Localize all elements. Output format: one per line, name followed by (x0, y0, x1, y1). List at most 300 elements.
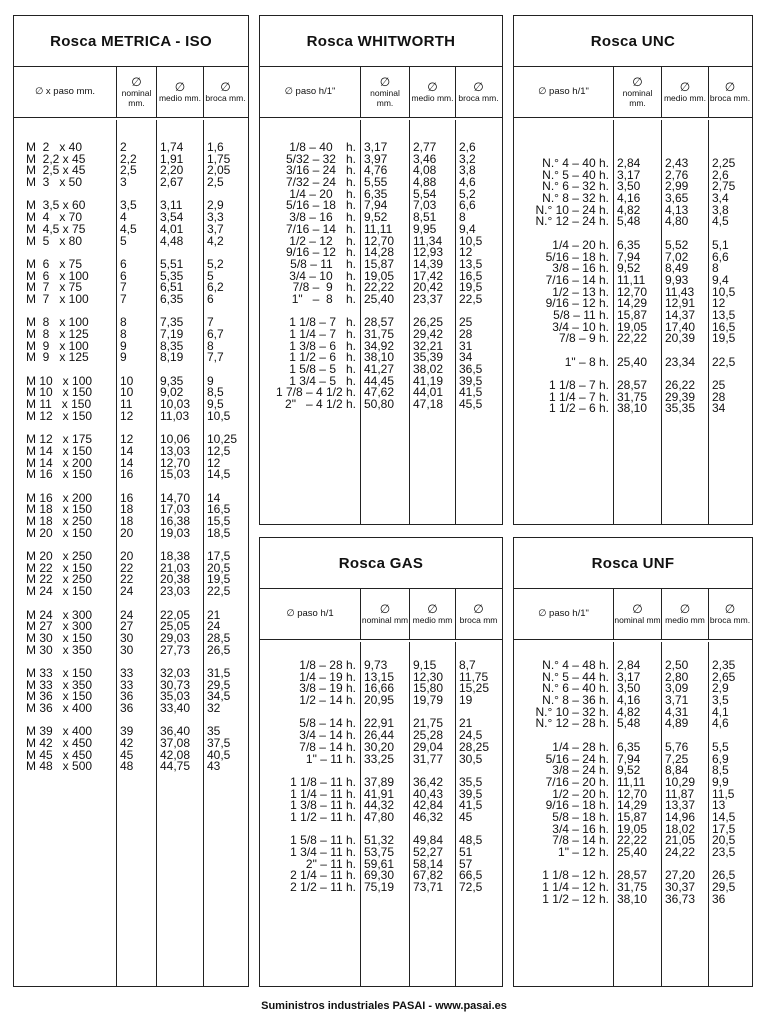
size-cell: 1 5/8 – 11 h. (290, 833, 356, 848)
medio-cell: 23,03 (160, 584, 191, 599)
nominal-cell: 12 (120, 432, 134, 447)
nominal-cell: 9 (120, 338, 127, 353)
broca-cell: 10,5 (712, 284, 736, 299)
broca-cell: 66,5 (459, 868, 483, 883)
broca-cell: 34,5 (207, 689, 231, 704)
nominal-cell: 11,11 (364, 221, 393, 236)
nominal-cell: 12,70 (617, 786, 648, 801)
table-header (14, 67, 248, 118)
medio-cell: 2,77 (413, 140, 437, 154)
size-cell: M 12 x 175 (26, 432, 93, 447)
nominal-cell: 16,66 (364, 681, 395, 696)
size-cell: M 2 x 40 (26, 140, 83, 154)
size-cell: M 8 x 100 (26, 315, 89, 330)
nominal-cell: 15,87 (364, 256, 395, 271)
size-cell: M 7 x 75 (26, 280, 83, 295)
broca-cell: 48,5 (459, 833, 483, 848)
table-body (14, 120, 248, 986)
nominal-cell: 9,52 (364, 210, 388, 225)
nominal-cell: 33 (120, 677, 134, 692)
nominal-cell: 75,19 (364, 880, 395, 895)
medio-cell: 9,35 (160, 373, 184, 388)
nominal-cell: 24 (120, 584, 134, 599)
medio-cell: 20,38 (160, 572, 191, 587)
broca-cell: 12,5 (207, 443, 231, 458)
broca-cell: 2,25 (712, 156, 736, 170)
nominal-cell: 16 (120, 467, 134, 482)
column-medio (661, 120, 708, 524)
broca-cell: 9 (207, 373, 214, 388)
table-header (260, 67, 502, 118)
nominal-cell: 34,92 (364, 338, 395, 353)
column-size (514, 120, 613, 524)
size-cell: 1 1/2 – 6 h. (289, 350, 356, 365)
medio-cell: 8,84 (665, 763, 689, 778)
size-cell: 3/16 – 24 h. (285, 163, 356, 178)
broca-cell: 19,5 (712, 331, 736, 346)
nominal-cell: 4,5 (120, 221, 137, 236)
nominal-cell: 16 (120, 490, 134, 505)
medio-cell: 5,54 (413, 186, 437, 201)
size-cell: M 24 x 150 (26, 584, 93, 599)
size-cell: N.° 10 – 24 h. (535, 202, 609, 217)
broca-cell: 34 (459, 350, 473, 365)
nominal-cell: 39 (120, 724, 134, 739)
nominal-cell: 28,57 (364, 315, 395, 330)
size-cell: N.° 12 – 28 h. (535, 716, 609, 731)
size-cell: 1 3/4 – 11 h. (290, 845, 356, 859)
column-nominal (360, 642, 409, 986)
medio-cell: 5,51 (160, 256, 184, 271)
medio-cell: 26,25 (413, 315, 444, 330)
size-cell: M 22 x 150 (26, 560, 93, 575)
nominal-cell: 14 (120, 443, 134, 458)
medio-cell: 21,05 (665, 833, 696, 848)
broca-cell: 2,9 (712, 681, 729, 696)
medio-cell: 36,40 (160, 724, 191, 739)
nominal-cell: 69,30 (364, 868, 395, 883)
nominal-cell: 6,35 (364, 186, 388, 201)
nominal-cell: 2 (120, 140, 127, 154)
broca-cell: 6 (207, 291, 214, 306)
medio-cell: 29,03 (160, 630, 191, 645)
broca-cell: 43 (207, 759, 221, 774)
size-cell: 1" – 8 h. (291, 291, 356, 306)
size-cell: M 11 x 150 (26, 397, 92, 412)
broca-cell: 4,6 (712, 716, 729, 731)
size-cell: 1 1/8 – 7 h. (548, 378, 609, 393)
size-cell: M 18 x 150 (26, 502, 93, 517)
column-size (260, 642, 360, 986)
column-broca (203, 120, 247, 986)
size-cell: M 20 x 150 (26, 525, 93, 540)
medio-cell: 19,03 (160, 525, 191, 540)
size-cell: 3/4 – 14 h. (299, 728, 356, 743)
broca-cell: 26,5 (712, 868, 736, 883)
broca-cell: 7 (207, 315, 214, 330)
medio-cell: 47,18 (413, 397, 444, 412)
broca-cell: 45 (459, 809, 473, 824)
nominal-cell: 19,05 (364, 268, 395, 283)
broca-cell: 40,5 (207, 747, 231, 762)
nominal-cell: 6 (120, 268, 127, 283)
size-cell: M 16 x 150 (26, 467, 93, 482)
broca-cell: 35,5 (459, 774, 483, 789)
size-cell: M 2,5 x 45 (26, 163, 86, 178)
nominal-cell: 22,22 (617, 833, 648, 848)
nominal-cell: 3,97 (364, 151, 388, 166)
nominal-cell: 6,35 (617, 237, 641, 252)
medio-cell: 1,74 (160, 140, 184, 154)
size-cell: M 10 x 100 (26, 373, 93, 388)
column-medio (409, 642, 455, 986)
size-cell: 1/2 – 12 h. (289, 233, 356, 248)
broca-cell: 35 (207, 724, 221, 739)
nominal-cell: 4,16 (617, 693, 641, 708)
size-cell: M 14 x 200 (26, 455, 93, 470)
size-cell: 7/32 – 24 h. (285, 175, 356, 190)
medio-cell: 3,65 (665, 191, 689, 206)
broca-cell: 13,5 (712, 307, 736, 322)
medio-cell: 30,73 (160, 677, 191, 692)
size-cell: M 24 x 300 (26, 607, 93, 622)
column-size (514, 642, 613, 986)
size-cell: M 36 x 400 (26, 701, 93, 715)
table-title: Rosca GAS (260, 538, 502, 589)
medio-cell: 4,89 (665, 716, 689, 731)
column-size (14, 120, 116, 986)
size-cell: 1 1/4 – 12 h. (542, 880, 609, 895)
nominal-cell: 38,10 (617, 891, 648, 906)
broca-cell: 6,6 (712, 249, 729, 264)
broca-cell: 11,5 (712, 786, 735, 801)
nominal-cell: 47,80 (364, 809, 395, 824)
header-nominal: ∅ nominal mm. (360, 67, 409, 117)
medio-cell: 49,84 (413, 833, 444, 848)
broca-cell: 8,5 (207, 385, 224, 400)
nominal-cell: 10 (120, 385, 134, 400)
broca-cell: 8 (712, 261, 719, 276)
broca-cell: 17,5 (207, 549, 231, 564)
size-cell: 1/2 – 20 h. (552, 786, 609, 801)
size-cell: 1/8 – 40 h. (289, 140, 356, 154)
broca-cell: 11,75 (459, 669, 489, 684)
medio-cell: 13,03 (160, 443, 191, 458)
column-medio (409, 120, 455, 524)
header-broca: ∅ broca mm. (708, 589, 751, 639)
medio-cell: 4,48 (160, 233, 184, 248)
broca-cell: 14,5 (207, 467, 231, 482)
nominal-cell: 14,28 (364, 245, 395, 260)
broca-cell: 4,2 (207, 233, 224, 248)
medio-cell: 21,75 (413, 716, 444, 731)
column-nominal (613, 642, 661, 986)
size-cell: 1/4 – 19 h. (299, 669, 356, 684)
size-cell: M 8 x 125 (26, 327, 89, 341)
broca-cell: 2,9 (207, 198, 224, 213)
broca-cell: 3,8 (459, 163, 476, 178)
column-broca (455, 120, 501, 524)
medio-cell: 3,54 (160, 210, 184, 225)
broca-cell: 6,9 (712, 751, 729, 766)
medio-cell: 7,19 (160, 327, 184, 341)
broca-cell: 1,75 (207, 151, 231, 166)
size-cell: 2 1/4 – 11 h. (290, 868, 356, 883)
nominal-cell: 3,17 (364, 140, 388, 154)
nominal-cell: 9,52 (617, 261, 641, 276)
nominal-cell: 5 (120, 233, 127, 248)
broca-cell: 2,6 (712, 167, 729, 182)
broca-cell: 5,1 (712, 237, 729, 252)
medio-cell: 52,27 (413, 845, 444, 859)
size-cell: M 10 x 150 (26, 385, 93, 400)
broca-cell: 19,5 (459, 280, 483, 295)
nominal-cell: 5,55 (364, 175, 388, 190)
broca-cell: 10,25 (207, 432, 238, 447)
size-cell: 3/8 – 19 h. (299, 681, 356, 696)
size-cell: 1/4 – 20 h. (552, 237, 609, 252)
medio-cell: 12,30 (413, 669, 444, 684)
broca-cell: 16,5 (459, 268, 483, 283)
broca-cell: 15,25 (459, 681, 490, 696)
header-nominal: ∅ nominal mm (360, 589, 409, 639)
size-cell: 1" – 8 h. (564, 354, 609, 369)
nominal-cell: 28,57 (617, 378, 648, 393)
header-diameter-pitch: ∅ paso h/1" (538, 86, 589, 97)
header-broca: ∅ broca mm. (455, 67, 501, 117)
size-cell: M 6 x 100 (26, 268, 89, 283)
nominal-cell: 27 (120, 619, 134, 634)
size-cell: 5/8 – 11 h. (290, 256, 356, 271)
size-cell: 3/4 – 16 h. (552, 821, 609, 836)
broca-cell: 17,5 (712, 821, 736, 836)
size-cell: M 36 x 150 (26, 689, 93, 704)
table-metrica-iso (13, 15, 249, 987)
nominal-cell: 30 (120, 630, 134, 645)
nominal-cell: 6,35 (617, 739, 641, 754)
size-cell: 3/8 – 16 h. (289, 210, 356, 225)
nominal-cell: 15,87 (617, 809, 648, 824)
broca-cell: 8,7 (459, 658, 476, 672)
size-cell: M 48 x 500 (26, 759, 93, 774)
broca-cell: 28,25 (459, 739, 490, 754)
broca-cell: 41,5 (459, 385, 483, 400)
nominal-cell: 13,15 (364, 669, 395, 684)
medio-cell: 5,35 (160, 268, 184, 283)
broca-cell: 39,5 (459, 373, 483, 388)
nominal-cell: 4,82 (617, 202, 641, 217)
nominal-cell: 19,05 (617, 319, 648, 334)
medio-cell: 14,37 (665, 307, 696, 322)
broca-cell: 2,65 (712, 669, 736, 684)
broca-cell: 24 (207, 619, 221, 634)
broca-cell: 34 (712, 401, 726, 416)
broca-cell: 37,5 (207, 736, 231, 751)
size-cell: 1" – 12 h. (558, 845, 609, 859)
medio-cell: 23,37 (413, 291, 444, 306)
header-medio: ∅ medio mm. (409, 67, 455, 117)
nominal-cell: 18 (120, 514, 134, 528)
medio-cell: 7,03 (413, 198, 437, 213)
column-medio (156, 120, 203, 986)
nominal-cell: 28,57 (617, 868, 648, 883)
medio-cell: 14,70 (160, 490, 191, 505)
broca-cell: 28 (459, 327, 473, 341)
table-title: Rosca UNC (514, 16, 752, 67)
nominal-cell: 31,75 (617, 880, 648, 895)
broca-cell: 13 (712, 798, 726, 813)
medio-cell: 26,22 (665, 378, 696, 393)
nominal-cell: 4 (120, 210, 127, 225)
size-cell: 7/8 – 9 h. (558, 331, 609, 346)
broca-cell: 26,5 (207, 642, 231, 657)
medio-cell: 3,11 (160, 198, 183, 213)
broca-cell: 57 (459, 856, 473, 871)
size-cell: N.° 5 – 44 h. (542, 669, 609, 684)
size-cell: N.° 6 – 40 h. (542, 681, 609, 696)
nominal-cell: 50,80 (364, 397, 395, 412)
broca-cell: 10,5 (207, 408, 231, 423)
size-cell: 1 7/8 – 4 1/2 h. (275, 385, 356, 400)
header-medio: ∅ medio mm. (156, 67, 203, 117)
medio-cell: 40,43 (413, 786, 444, 801)
size-cell: N.° 10 – 32 h. (535, 704, 609, 719)
broca-cell: 72,5 (459, 880, 483, 895)
nominal-cell: 9 (120, 350, 127, 365)
broca-cell: 3,7 (207, 221, 224, 236)
nominal-cell: 22 (120, 572, 134, 587)
table-header (514, 589, 752, 640)
medio-cell: 2,50 (665, 658, 689, 672)
medio-cell: 2,67 (160, 175, 184, 190)
broca-cell: 7,7 (207, 350, 224, 365)
header-diameter-pitch: ∅ paso h/1 (286, 608, 334, 619)
nominal-cell: 7,94 (617, 751, 641, 766)
nominal-cell: 53,75 (364, 845, 395, 859)
size-cell: M 22 x 250 (26, 572, 93, 587)
size-cell: 3/8 – 16 h. (552, 261, 609, 276)
medio-cell: 44,01 (413, 385, 444, 400)
medio-cell: 4,88 (413, 175, 437, 190)
table-body (260, 642, 502, 986)
nominal-cell: 20,95 (364, 693, 395, 708)
header-broca: ∅ broca mm. (203, 67, 247, 117)
broca-cell: 22,5 (459, 291, 483, 306)
size-cell: 7/16 – 14 h. (285, 221, 356, 236)
column-nominal (116, 120, 156, 986)
broca-cell: 5,2 (207, 256, 224, 271)
broca-cell: 1,6 (207, 140, 224, 154)
nominal-cell: 44,32 (364, 798, 395, 813)
nominal-cell: 42 (120, 736, 134, 751)
medio-cell: 36,73 (665, 891, 696, 906)
nominal-cell: 8 (120, 327, 127, 341)
broca-cell: 2,75 (712, 179, 736, 194)
nominal-cell: 3,17 (617, 167, 641, 182)
broca-cell: 22,5 (207, 584, 231, 599)
nominal-cell: 31,75 (617, 389, 648, 404)
medio-cell: 20,39 (665, 331, 696, 346)
nominal-cell: 36 (120, 701, 134, 715)
size-cell: M 14 x 150 (26, 443, 93, 458)
medio-cell: 30,37 (665, 880, 696, 895)
broca-cell: 32 (207, 701, 221, 715)
nominal-cell: 14,29 (617, 798, 648, 813)
table-unf (513, 537, 753, 987)
size-cell: N.° 8 – 32 h. (542, 191, 609, 206)
size-cell: M 9 x 100 (26, 338, 89, 353)
nominal-cell: 25,40 (617, 845, 648, 859)
medio-cell: 7,35 (160, 315, 184, 330)
size-cell: M 33 x 350 (26, 677, 93, 692)
table-header (260, 589, 502, 640)
nominal-cell: 3,50 (617, 179, 641, 194)
nominal-cell: 19,05 (617, 821, 648, 836)
medio-cell: 3,71 (665, 693, 689, 708)
table-body (514, 120, 752, 524)
broca-cell: 23,5 (712, 845, 736, 859)
header-medio: ∅ medio mm (661, 589, 708, 639)
size-cell: M 2,2 x 45 (26, 151, 86, 166)
broca-cell: 10,5 (459, 233, 483, 248)
size-cell: 1 1/2 – 11 h. (290, 809, 356, 824)
medio-cell: 10,29 (665, 774, 696, 789)
size-cell: 1/4 – 20 h. (289, 186, 356, 201)
nominal-cell: 47,62 (364, 385, 395, 400)
nominal-cell: 11 (120, 397, 133, 412)
column-nominal (360, 120, 409, 524)
broca-cell: 4,1 (712, 704, 729, 719)
broca-cell: 5,2 (459, 186, 476, 201)
nominal-cell: 3 (120, 175, 127, 190)
medio-cell: 4,08 (413, 163, 437, 178)
broca-cell: 4,6 (459, 175, 476, 190)
size-cell: 5/16 – 18 h. (545, 249, 609, 264)
medio-cell: 73,71 (413, 880, 444, 895)
medio-cell: 2,43 (665, 156, 689, 170)
size-cell: 1/4 – 28 h. (552, 739, 609, 754)
size-cell: M 7 x 100 (26, 291, 89, 306)
medio-cell: 11,34 (413, 233, 443, 248)
broca-cell: 20,5 (712, 833, 736, 848)
size-cell: 2" – 4 1/2 h. (285, 397, 356, 412)
size-cell: 1/2 – 13 h. (552, 284, 609, 299)
broca-cell: 15,5 (207, 514, 231, 528)
medio-cell: 12,91 (665, 296, 696, 311)
header-nominal: ∅ nominal mm (613, 589, 661, 639)
table-header (514, 67, 752, 118)
broca-cell: 19,5 (207, 572, 231, 587)
size-cell: 1 3/8 – 6 h. (289, 338, 356, 353)
size-cell: 1 1/4 – 7 h. (289, 327, 356, 341)
medio-cell: 8,35 (160, 338, 184, 353)
medio-cell: 35,03 (160, 689, 191, 704)
broca-cell: 21 (207, 607, 221, 622)
size-cell: 9/16 – 12 h. (545, 296, 609, 311)
header-broca: ∅ broca mm. (708, 67, 751, 117)
broca-cell: 13,5 (459, 256, 483, 271)
medio-cell: 9,02 (160, 385, 184, 400)
medio-cell: 14,39 (413, 256, 444, 271)
medio-cell: 8,51 (413, 210, 437, 225)
broca-cell: 9,5 (207, 397, 224, 412)
column-broca (708, 642, 751, 986)
medio-cell: 6,51 (160, 280, 184, 295)
size-cell: 3/4 – 10 h. (289, 268, 356, 283)
broca-cell: 25 (712, 378, 726, 393)
medio-cell: 12,70 (160, 455, 191, 470)
medio-cell: 9,95 (413, 221, 437, 236)
